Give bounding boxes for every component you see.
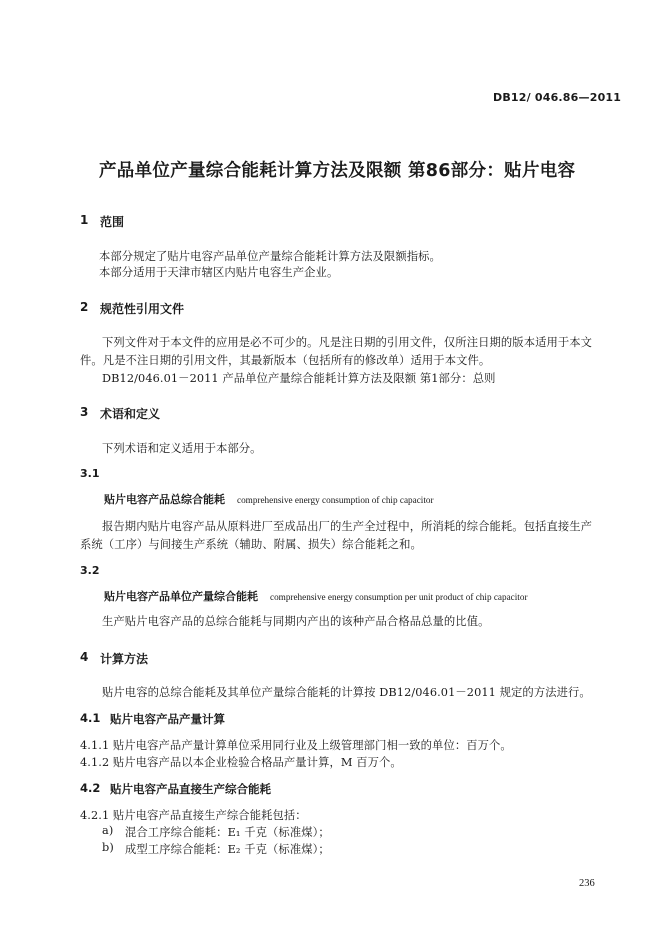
section-2-paragraph-1-line-1: 下列文件对于本文件的应用是必不可少的。凡是注日期的引用文件，仅所注日期的版本适用于本文 <box>102 336 593 349</box>
term-3-1-chinese: 贴片电容产品总综合能耗 <box>104 493 225 506</box>
term-3-1-number: 3.1 <box>80 467 100 480</box>
list-item-a-text: 混合工序综合能耗：E₁ 千克（标准煤）； <box>125 826 330 839</box>
term-3-2-english: comprehensive energy consumption per unit product of chip capacitor <box>270 592 528 602</box>
term-3-2-definition: 生产贴片电容产品的总综合能耗与同期内产出的该种产品合格品总量的比值。 <box>102 615 490 628</box>
term-3-1 <box>104 491 434 507</box>
term-3-1-definition-line-2: 系统（工序）与间接生产系统（辅助、附属、损失）综合能耗之和。 <box>80 538 422 551</box>
page-number: 236 <box>579 878 595 889</box>
section-2-paragraph-1-line-2: 件。凡是不注日期的引用文件，其最新版本（包括所有的修改单）适用于本文件。 <box>80 354 491 367</box>
term-3-2-number: 3.2 <box>80 564 100 577</box>
section-1-heading: 范围 <box>100 215 125 229</box>
section-4-heading: 计算方法 <box>100 652 149 666</box>
section-4-1-number: 4.1 <box>80 711 101 725</box>
section-3-paragraph-1: 下列术语和定义适用于本部分。 <box>102 442 262 455</box>
section-4-paragraph-1: 贴片电容的总综合能耗及其单位产量综合能耗的计算按 DB12/046.01－2011 规定的方法进行。 <box>102 686 591 699</box>
term-3-1-definition-line-1: 报告期内贴片电容产品从原料进厂至成品出厂的生产全过程中，所消耗的综合能耗。包括直接生产 <box>102 520 593 533</box>
section-2-heading: 规范性引用文件 <box>100 302 185 316</box>
document-title: 产品单位产量综合能耗计算方法及限额 第86部分：贴片电容 <box>99 161 576 181</box>
section-4-1-heading: 贴片电容产品产量计算 <box>110 712 225 726</box>
section-3-number: 3 <box>80 405 89 419</box>
term-3-2 <box>104 588 528 604</box>
document-code: DB12/ 046.86—2011 <box>493 91 622 104</box>
clause-4-1-2: 4.1.2 贴片电容产品以本企业检验合格品产量计算，M 百万个。 <box>80 756 402 769</box>
section-1-number: 1 <box>80 213 89 227</box>
section-2-reference: DB12/046.01－2011 产品单位产量综合能耗计算方法及限额 第1部分：总则 <box>102 372 496 385</box>
section-1-paragraph-1: 本部分规定了贴片电容产品单位产量综合能耗计算方法及限额指标。 <box>99 250 441 263</box>
section-4-2-heading: 贴片电容产品直接生产综合能耗 <box>110 782 271 796</box>
term-3-1-english: comprehensive energy consumption of chip capacitor <box>237 495 434 505</box>
clause-4-2-1: 4.2.1 贴片电容产品直接生产综合能耗包括： <box>80 809 307 822</box>
section-4-2-number: 4.2 <box>80 781 101 795</box>
clause-4-1-1: 4.1.1 贴片电容产品产量计算单位采用同行业及上级管理部门相一致的单位：百万个。 <box>80 739 512 752</box>
section-3-heading: 术语和定义 <box>100 407 161 421</box>
list-item-b-text: 成型工序综合能耗：E₂ 千克（标准煤）； <box>125 843 330 856</box>
section-1-paragraph-2: 本部分适用于天津市辖区内贴片电容生产企业。 <box>99 266 339 279</box>
section-2-number: 2 <box>80 300 89 314</box>
section-4-number: 4 <box>80 650 89 664</box>
term-3-2-chinese: 贴片电容产品单位产量综合能耗 <box>104 590 258 603</box>
list-item-a-label: a) <box>102 824 114 837</box>
list-item-b-label: b) <box>102 841 114 854</box>
